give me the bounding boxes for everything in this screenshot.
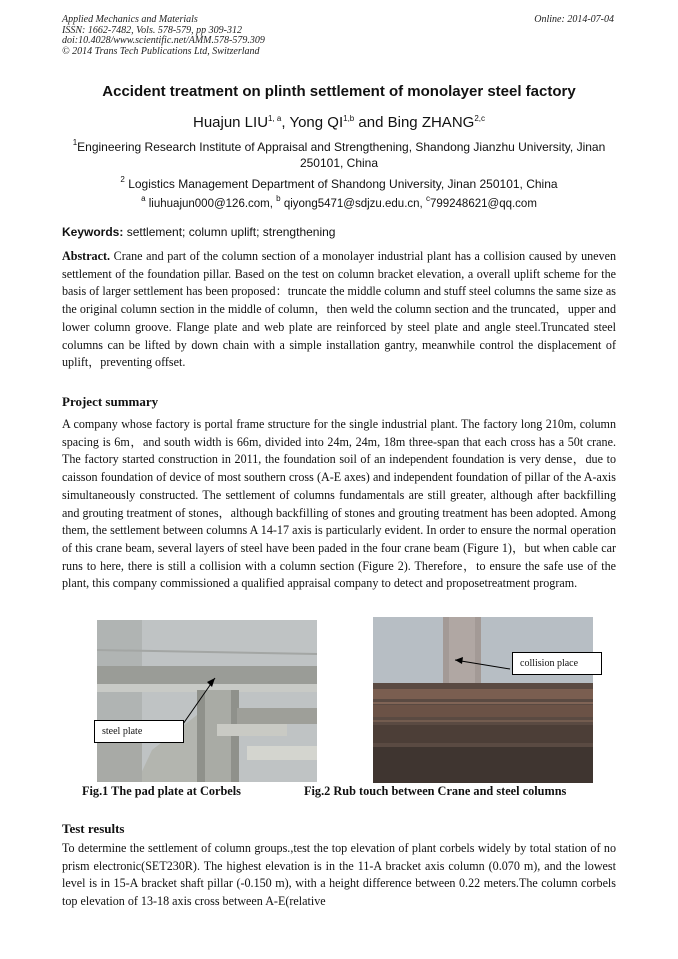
author-sup: 2,c [474,114,485,123]
author-separator: , [281,114,290,131]
email-sup: b [276,194,281,203]
figure-2-photo [373,617,593,783]
section-heading-test: Test results [62,821,125,836]
author-name: Bing ZHANG [387,114,475,131]
journal-header [62,15,265,57]
author-sup: 1, a [268,114,282,123]
keywords-label: Keywords: [62,225,124,239]
journal-name: Applied Mechanics and Materials [62,14,198,25]
figure-1-photo [97,620,317,782]
project-summary-text: A company whose factory is portal frame structure for the single industrial plant. The factory long 210m, column spacing is 6m，and south width is 66m, divided into 24m, 24m, 18m three-span that each cross has a 50t crane. The factory started construction in 2011, the foundation soil of an independent foundation is very dense，due to caisson foundation of device of most southern cross (A-E axes) and independent foundation of pillar of the A-axis simultaneously constructed. The settlement of columns fundamentals are still greater, although after backfilling and grouting treatment of stones，although backfilling of stones and grouting treatment has been adopted. Among them, the settlement between columns A 14-17 axis is particularly evident. In order to ensure the normal operation of this crane beam, several layers of steel have been paded in the four crane beam (Figure 1)，but when cable car runs to here, there is still a collision with a column section (Figure 2). Therefore，to ensure the safe use of the plant, this company commissioned a qualified appraisal company to detect and proposetreatment program. [62,417,616,591]
author-name: Huajun LIU [192,114,269,131]
paper-title: Accident treatment on plinth settlement of monolayer steel factory [102,83,576,100]
email-link[interactable]: 799248621@qq.com [429,198,537,210]
doi-line: doi:10.4028/www.scientific.net/AMM.578-579.309 [62,35,265,46]
figure-2-callout: collision place [512,652,602,675]
abstract-text: Crane and part of the column section of a monolayer industrial plant has a collision caused by uneven settlement of the foundation pillar. Based on the test on column bracket elevation, a overall uplift scheme for the basis of larger settlement has been proposed：truncate the middle column and stuff steel columns the same size as the original column section in the middle of column，then weld the column section and the truncated，upper and lower column groove. Flange plate and web plate are reinforced by steel plate and angle steel.Truncated steel columns can be lifted by down chain with a simple installation gantry, meanwhile control the displacement of uplift，preventing offset. [62,249,616,370]
email-link[interactable]: liuhuajun000@126.com, [148,198,273,210]
email-line [62,196,616,212]
email-link[interactable]: qiyong5471@sdjzu.edu.cn, [283,198,423,210]
abstract [62,248,616,372]
author-name: Yong QI [289,114,344,131]
test-results-text: To determine the settlement of column groups.,test the top elevation of plant corbels widely by total station of no prism electronic(SET230R). The highest elevation is in the 11-A bracket axis column (0.070 m), and the lowest level is in 15-A bracket shaft pillar (-0.150 m), with a height difference between 0.22 meters.The column corbels top elevation of 13-18 axis cross between A-E(relative [62,841,616,909]
author-list [0,114,678,131]
keywords-text: settlement; column uplift; strengthening [123,225,336,239]
keywords [62,225,335,239]
affiliation-2 [62,176,616,192]
affiliation-sup: 2 [120,175,125,184]
online-date: Online: 2014-07-04 [534,14,614,25]
abstract-label: Abstract. [62,249,111,263]
figure-2-caption: Fig.2 Rub touch between Crane and steel columns [304,784,567,798]
issn-line: ISSN: 1662-7482, Vols. 578-579, pp 309-312 [62,24,242,36]
collision-photo-illustration [373,617,593,783]
affiliation-text: Logistics Management Department of Shandong University, Jinan 250101, China [128,177,558,191]
pad-plate-photo-illustration [97,620,317,782]
figure-1-caption: Fig.1 The pad plate at Corbels [82,784,241,798]
figure-1-callout: steel plate [94,720,184,743]
author-sup: 1,b [343,114,355,123]
author-separator: and [354,114,388,131]
affiliation-1 [62,139,616,171]
section-heading-project: Project summary [62,394,159,409]
copyright-line: © 2014 Trans Tech Publications Ltd, Switzerland [62,45,260,57]
email-sup: a [141,194,146,203]
affiliation-text: Engineering Research Institute of Appraisal and Strengthening, Shandong Jianzhu University, Jinan 250101, China [77,140,606,170]
affiliation-sup: 1 [72,138,78,147]
email-sup: c [425,194,430,203]
